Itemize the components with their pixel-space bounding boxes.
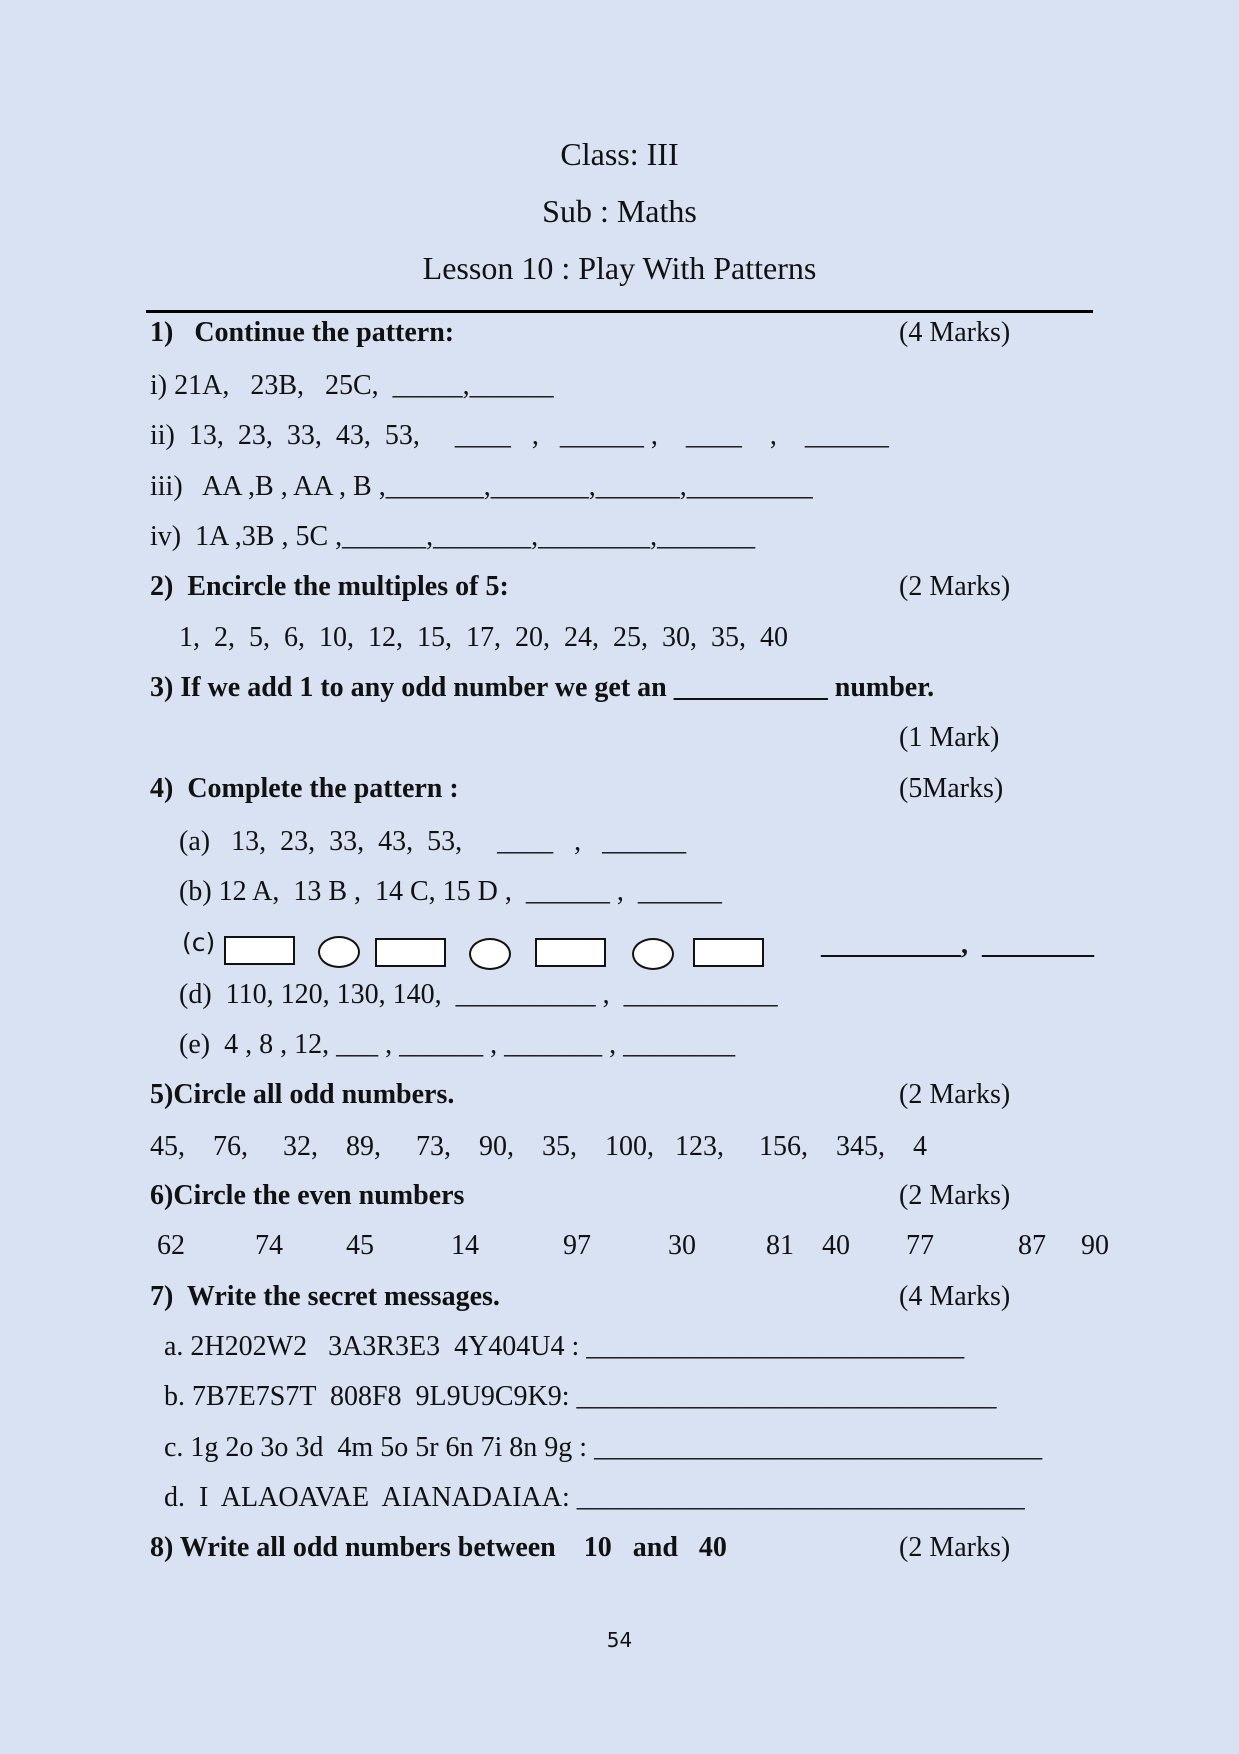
q2-title: 2) Encircle the multiples of 5: — [150, 571, 509, 602]
q4-item-e: (e) 4 , 8 , 12, ___ , ______ , _______ , ________ — [179, 1029, 736, 1060]
q5-title: 5)Circle all odd numbers. — [150, 1079, 455, 1110]
page-number: 54 — [606, 1628, 633, 1652]
q4-item-b: (b) 12 A, 13 B , 14 C, 15 D , ______ , ______ — [179, 876, 722, 907]
q5-marks: (2 Marks) — [899, 1079, 1011, 1110]
lesson-title: Lesson 10 : Play With Patterns — [422, 250, 817, 286]
q2-marks: (2 Marks) — [899, 571, 1011, 602]
q8-marks: (2 Marks) — [899, 1532, 1011, 1563]
q1-item-2: ii) 13, 23, 33, 43, 53, ____ , ______ , ____ , ______ — [150, 420, 889, 451]
q1-item-1: i) 21A, 23B, 25C, _____,______ — [150, 370, 554, 401]
pattern-rectangle — [224, 936, 295, 965]
q4-item-d: (d) 110, 120, 130, 140, __________ , ___________ — [179, 979, 778, 1010]
class-heading: Class: III — [560, 136, 679, 172]
q5-numbers: 45, 76, 32, 89, 73, 90, 35, 100, 123, 156, 345, 4 — [150, 1131, 927, 1162]
q7-item-d: d. I ALAOAVAE AIANADAIAA: ________________________________ — [164, 1482, 1025, 1513]
q7-title: 7) Write the secret messages. — [150, 1281, 500, 1312]
q3-marks: (1 Mark) — [899, 722, 1000, 753]
q4-item-c-blanks: __________, ________ — [821, 929, 1094, 960]
q6-marks: (2 Marks) — [899, 1180, 1011, 1211]
q7-marks: (4 Marks) — [899, 1281, 1011, 1312]
q6-title: 6)Circle the even numbers — [150, 1180, 465, 1211]
q4-item-a: (a) 13, 23, 33, 43, 53, ____ , ______ — [179, 826, 687, 857]
q4-title: 4) Complete the pattern : — [150, 773, 459, 804]
pattern-oval — [632, 938, 674, 970]
q1-item-4: iv) 1A ,3B , 5C ,______,_______,________,_______ — [150, 521, 756, 552]
subject-heading: Sub : Maths — [542, 193, 697, 229]
header-divider — [146, 310, 1093, 313]
pattern-oval — [469, 938, 511, 970]
pattern-rectangle — [375, 938, 446, 967]
q4-item-c-label: (c) — [182, 928, 216, 957]
pattern-oval — [318, 936, 360, 968]
q4-marks: (5Marks) — [899, 773, 1004, 804]
q2-numbers: 1, 2, 5, 6, 10, 12, 15, 17, 20, 24, 25, 30, 35, 40 — [179, 622, 788, 653]
q1-item-3: iii) AA ,B , AA , B ,_______,_______,______,_________ — [150, 471, 813, 502]
q3-title: 3) If we add 1 to any odd number we get an ___________ number. — [150, 672, 935, 703]
q7-item-a: a. 2H202W2 3A3R3E3 4Y404U4 : ___________________________ — [164, 1331, 965, 1362]
q6-numbers: 62 74 45 14 97 30 81 40 77 87 90 — [150, 1230, 1109, 1261]
q1-title: 1) Continue the pattern: — [150, 317, 455, 348]
q8-title: 8) Write all odd numbers between 10 and 40 — [150, 1532, 727, 1563]
q7-item-c: c. 1g 2o 3o 3d 4m 5o 5r 6n 7i 8n 9g : ________________________________ — [164, 1432, 1043, 1463]
q7-item-b: b. 7B7E7S7T 808F8 9L9U9C9K9: ______________________________ — [164, 1381, 997, 1412]
q1-marks: (4 Marks) — [899, 317, 1011, 348]
pattern-rectangle — [535, 938, 606, 967]
pattern-rectangle — [693, 938, 764, 967]
